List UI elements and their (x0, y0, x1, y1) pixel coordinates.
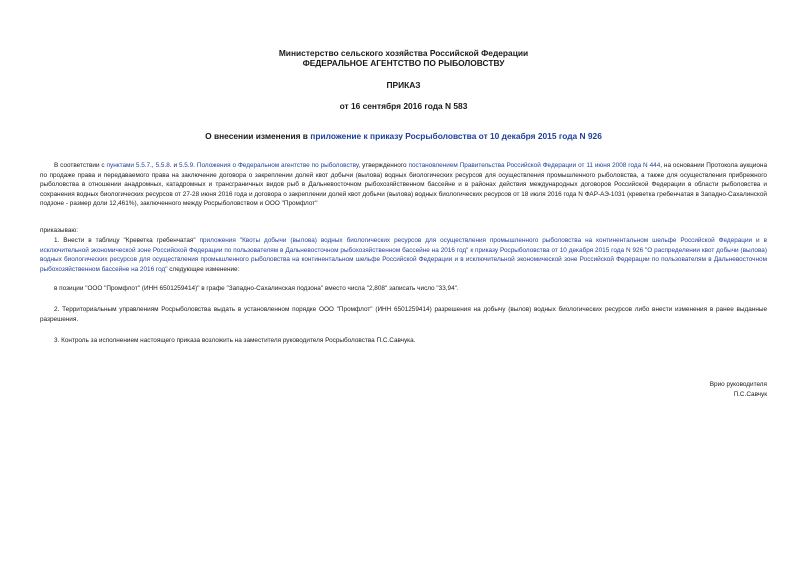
intro-text-5: , утвержденного (358, 162, 409, 169)
position-change-paragraph: в позиции "ООО "Промфлот" (ИНН 6501259414)" в графе "Западно-Сахалинская подзона" вместо числа "2,808" записать число "33,94". (54, 285, 459, 292)
item-1-text-2: следующее изменение: (167, 265, 240, 273)
date-number-heading: от 16 сентября 2016 года N 583 (339, 101, 468, 111)
link-government-resolution[interactable]: постановлением Правительства Российской Федерации от 11 июня 2008 года N 444 (408, 162, 661, 169)
intro-text-2: , (151, 162, 156, 169)
link-clause-558[interactable]: 5.5.8. (155, 162, 172, 169)
link-quota-appendix[interactable]: приложения "Квоты добычи (вылова) водных биологических ресурсов для осуществления промышленного рыболовства на континентальном шельфе Российской Федерации и в исключительной экономической зоне Российской Федерации по пользователям в Дальневосточном рыбохозяйственном бассейне на 2016 год" к приказу Росрыболовства от 10 декабря 2015 года N 926 "О распределении квот добычи (вылова) водных биологических ресурсов для осуществления промышленного рыболовства на континентальном шельфе Российской Федерации и в исключительной экономической зоне Российской Федерации по пользователям в Дальневосточном рыбохозяйственном бассейне на 2016 год" (40, 237, 767, 273)
signature-name: П.С.Савчук (733, 391, 767, 398)
subject-prefix: О внесении изменения в (205, 131, 311, 141)
intro-text-6: , на основании Протокола аукциона по продаже права и передаваемого права на заключение договора о закреплении долей квот добычи (вылова) водных биологических ресурсов для осуществления промышленного рыболовства, а также для осуществления прибрежного рыболовства в отношении анадромных, катадромных и трансграничных видов рыб в Дальневосточном рыбохозяйственном бассейне и в районах действия международных договоров Российской Федерации в области рыболовства и сохранения водных биологических ресурсов от 27-28 июня 2016 года и договора о закреплении долей квот добычи (вылова) водных биологических ресурсов от 18 июля 2016 года N ФАР-АЭ-1031 (креветка гребенчатая в Западно-Сахалинской подзоне - размер доли 12,461%), заключенного между Росрыболовством и ООО "Промфлот" (40, 162, 768, 208)
item-1-text-1: 1. Внести в таблицу "Креветка гребенчатая" (54, 237, 200, 244)
intro-paragraph (40, 161, 767, 209)
item-1-paragraph (40, 236, 767, 274)
agency-heading: ФЕДЕРАЛЬНОЕ АГЕНТСТВО ПО РЫБОЛОВСТВУ (302, 58, 505, 68)
item-2-paragraph: 2. Территориальным управлениям Росрыболовства выдать в установленном порядке ООО "Промфлот" (ИНН 6501259414) разрешения на добычу (вылов) водных биологических ресурсов либо внести изменения в ранее выданные разрешения. (40, 306, 767, 323)
link-clause-559[interactable]: 5.5.9. (178, 162, 195, 169)
link-clause-557[interactable]: пунктами 5.5.7. (106, 162, 152, 169)
intro-text-3: и (171, 162, 179, 169)
ministry-heading: Министерство сельского хозяйства Российской Федерации (278, 48, 529, 58)
intro-text-1: В соответствии с (54, 162, 107, 169)
subject-heading (0, 131, 807, 141)
subject-link[interactable]: приложение к приказу Росрыболовства от 10 декабря 2015 года N 926 (310, 131, 602, 141)
signature-title: Врио руководителя (709, 381, 767, 388)
item-3-paragraph: 3. Контроль за исполнением настоящего приказа возложить на заместителя руководителя Росрыболовства П.С.Савчука. (54, 337, 416, 344)
document-type-heading: ПРИКАЗ (386, 80, 421, 90)
decree-word: приказываю: (40, 227, 78, 234)
link-agency-regulation[interactable]: Положения о Федеральном агентстве по рыболовству (196, 162, 359, 169)
